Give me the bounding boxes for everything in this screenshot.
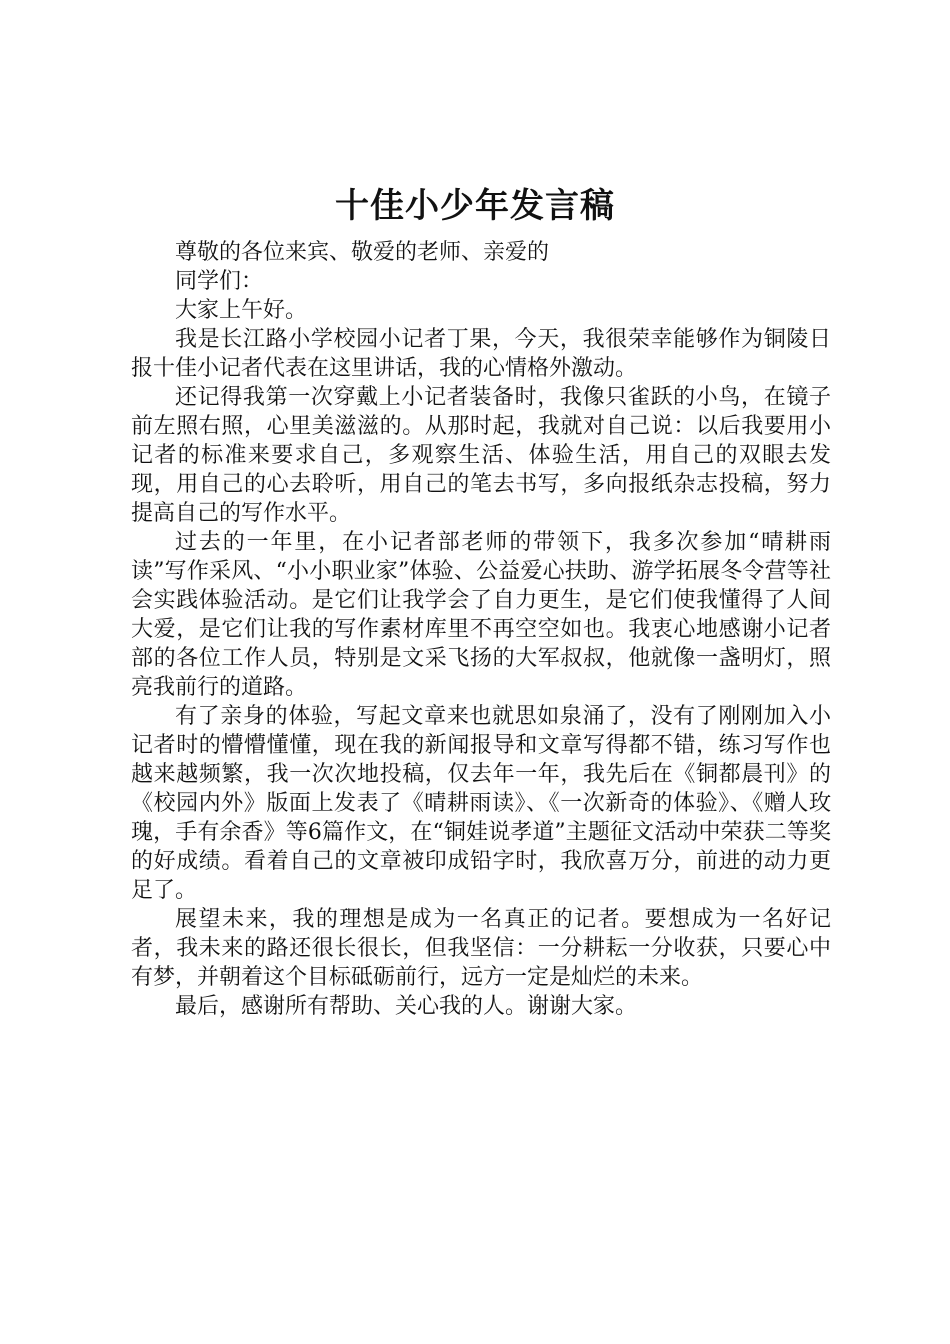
- salutation: 大家上午好。: [175, 298, 308, 323]
- paragraph: 最后，感谢所有帮助、关心我的人。谢谢大家。: [175, 994, 638, 1019]
- document-title: 十佳小少年发言稿: [335, 186, 615, 226]
- paragraph: 有了亲身的体验，写起文章来也就思如泉涌了，没有了刚刚加入小记者时的懵懵懂懂，现在我的新闻报导和文章写得都不错，练习写作也越来越频繁，我一次次地投稿，仅去年一年，我先后在《铜都晨刊》的《校园内外》版面上发表了《晴耕雨读》、《一次新奇的体验》、《赠人玫瑰，手有余香》等6篇作文，在“铜娃说孝道”主题征文活动中荣获二等奖的好成绩。看着自己的文章被印成铅字时，我欣喜万分，前进的动力更足了。: [131, 704, 831, 903]
- speech-body: [131, 238, 831, 1021]
- greeting-line: 同学们：: [175, 269, 264, 294]
- paragraph: 还记得我第一次穿戴上小记者装备时，我像只雀跃的小鸟，在镜子前左照右照，心里美滋滋的。从那时起，我就对自己说：以后我要用小记者的标准来要求自己，多观察生活、体验生活，用自己的双眼去发现，用自己的心去聆听，用自己的笔去书写，多向报纸杂志投稿，努力提高自己的写作水平。: [131, 385, 831, 526]
- paragraph: 我是长江路小学校园小记者丁果，今天，我很荣幸能够作为铜陵日报十佳小记者代表在这里讲话，我的心情格外激动。: [131, 327, 831, 381]
- paragraph: 过去的一年里，在小记者部老师的带领下，我多次参加“晴耕雨读”写作采风、“小小职业家”体验、公益爱心扶助、游学拓展冬令营等社会实践体验活动。是它们让我学会了自力更生，是它们使我懂得了人间大爱，是它们让我的写作素材库里不再空空如也。我衷心地感谢小记者部的各位工作人员，特别是文采飞扬的大军叔叔，他就像一盏明灯，照亮我前行的道路。: [131, 530, 831, 700]
- paragraph: 展望未来，我的理想是成为一名真正的记者。要想成为一名好记者，我未来的路还很长很长，但我坚信：一分耕耘一分收获，只要心中有梦，并朝着这个目标砥砺前行，远方一定是灿烂的未来。: [131, 907, 831, 990]
- greeting-line: 尊敬的各位来宾、敬爱的老师、亲爱的: [175, 240, 550, 265]
